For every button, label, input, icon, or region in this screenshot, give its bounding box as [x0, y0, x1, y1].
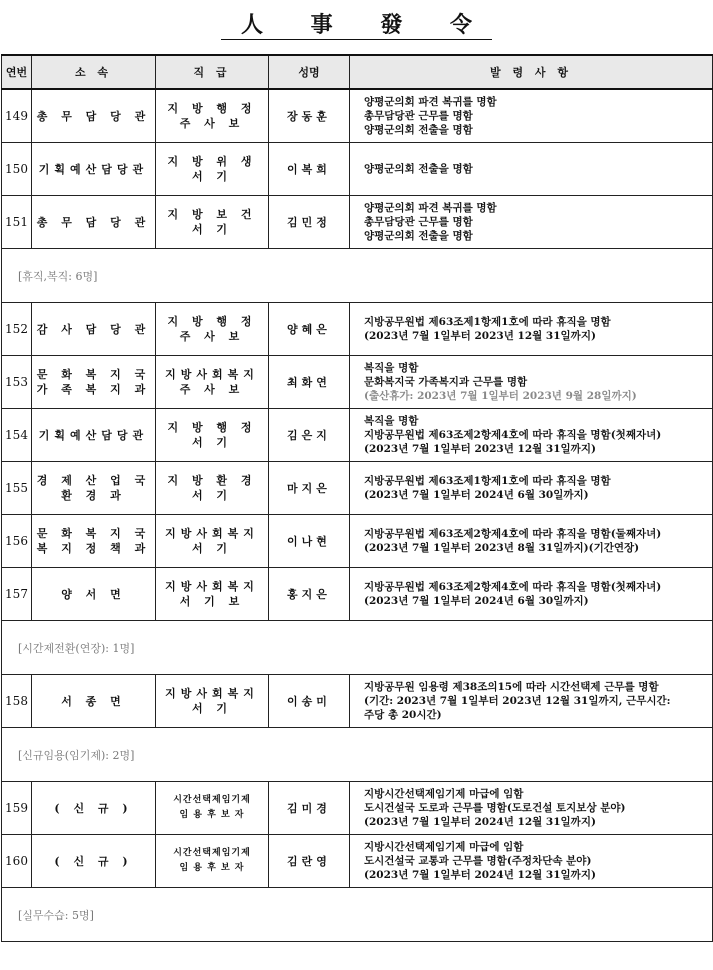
row-grade — [156, 515, 269, 568]
section-row-newhire — [2, 728, 713, 782]
row-detail — [350, 409, 713, 462]
cell-line: 지방시간선택제임기제 마급에 임함 — [364, 788, 524, 800]
cell-line: 도시건설국 도로과 근무를 명함(도로건설 토지보상 분야) — [364, 802, 626, 814]
cell-line: 임 용 후 보 자 — [179, 810, 245, 820]
table-row — [2, 462, 713, 515]
personnel-table — [1, 54, 713, 942]
header-no: 연번 — [2, 55, 32, 89]
cell-line: 서 기 — [191, 489, 233, 502]
table-header-row — [2, 55, 713, 89]
cell-line: 가 족 복 지 과 — [36, 383, 151, 396]
cell-line: 환 경 과 — [61, 489, 126, 502]
row-department — [32, 675, 156, 728]
cell-line: (2023년 7월 1일부터 2024년 12월 31일까지) — [364, 869, 596, 881]
cell-line: 주당 총 20시간) — [364, 709, 442, 721]
cell-line: 서 기 — [191, 542, 233, 555]
cell-line: 양평군의회 전출을 명함 — [364, 124, 473, 136]
cell-line: 지 방 보 건 — [167, 208, 257, 221]
row-grade — [156, 196, 269, 249]
row-detail — [350, 143, 713, 196]
row-department — [32, 89, 156, 143]
row-name: 김민정 — [269, 196, 350, 249]
cell-line: 서 기 — [191, 436, 233, 449]
row-number: 158 — [2, 675, 32, 728]
cell-line: 양평군의회 파견 복귀를 명함 — [364, 96, 497, 108]
row-grade — [156, 89, 269, 143]
cell-line: 복직을 명함 — [364, 415, 419, 427]
cell-line: 양평군의회 파견 복귀를 명함 — [364, 202, 497, 214]
table-row — [2, 568, 713, 621]
cell-line: 경 제 산 업 국 — [36, 474, 151, 487]
row-number: 157 — [2, 568, 32, 621]
cell-line: 문 화 복 지 국 — [36, 527, 151, 540]
row-grade — [156, 462, 269, 515]
row-number: 149 — [2, 89, 32, 143]
table-row — [2, 303, 713, 356]
row-number: 159 — [2, 782, 32, 835]
cell-line: (2023년 7월 1일부터 2023년 8월 31일까지)(기간연장) — [364, 542, 640, 554]
header-dept: 소 속 — [32, 55, 156, 89]
row-detail — [350, 515, 713, 568]
table-row — [2, 515, 713, 568]
cell-line-muted: (출산휴가: 2023년 7월 1일부터 2023년 9월 28일까지) — [364, 390, 637, 402]
cell-line: 서 기 — [191, 702, 233, 715]
cell-line: 주 사 보 — [179, 117, 245, 130]
cell-line: 지방공무원법 제63조제1항제1호에 따라 휴직을 명함 — [364, 475, 611, 487]
cell-line: 복 지 정 책 과 — [36, 542, 151, 555]
cell-line: 지방공무원법 제63조제2항제4호에 따라 휴직을 명함(둘째자녀) — [364, 528, 662, 540]
cell-line: 지 방 행 정 — [167, 315, 257, 328]
table-row — [2, 143, 713, 196]
cell-line: 시간선택제임기제 — [173, 795, 251, 805]
table-row — [2, 89, 713, 143]
cell-line: 지 방 환 경 — [167, 474, 257, 487]
cell-line: 지방공무원법 제63조제2항제4호에 따라 휴직을 명함(첫째자녀) — [364, 429, 662, 441]
cell-line: 복직을 명함 — [364, 362, 419, 374]
section-row-training — [2, 888, 713, 942]
header-detail: 발 령 사 항 — [350, 55, 713, 89]
table-row — [2, 835, 713, 888]
section-row-parttime — [2, 621, 713, 675]
row-detail — [350, 782, 713, 835]
section-label: [휴직,복직: 6명] — [2, 249, 713, 303]
row-detail — [350, 89, 713, 143]
cell-line: (2023년 7월 1일부터 2023년 12월 31일까지) — [364, 443, 596, 455]
row-detail — [350, 835, 713, 888]
cell-line: (기간: 2023년 7월 1일부터 2023년 12월 31일까지, 근무시간: — [364, 695, 671, 707]
row-number: 152 — [2, 303, 32, 356]
row-department — [32, 409, 156, 462]
cell-line: 지방사회복지 — [165, 580, 259, 593]
row-department — [32, 515, 156, 568]
table-row — [2, 782, 713, 835]
table-body — [2, 89, 713, 942]
cell-line: 총 무 담 당 관 — [36, 109, 151, 123]
row-name: 이복희 — [269, 143, 350, 196]
cell-line: (2023년 7월 1일부터 2024년 12월 31일까지) — [364, 816, 596, 828]
row-number: 154 — [2, 409, 32, 462]
row-grade — [156, 782, 269, 835]
cell-line: 문 화 복 지 국 — [36, 368, 151, 381]
row-grade — [156, 409, 269, 462]
section-label: [신규임용(임기제): 2명] — [2, 728, 713, 782]
table-row — [2, 196, 713, 249]
cell-line: (2023년 7월 1일부터 2024년 6월 30일까지) — [364, 595, 589, 607]
row-grade — [156, 143, 269, 196]
cell-line: 양 서 면 — [61, 587, 126, 601]
row-number: 160 — [2, 835, 32, 888]
row-department — [32, 303, 156, 356]
row-name: 마지은 — [269, 462, 350, 515]
row-name: 김미경 — [269, 782, 350, 835]
cell-line: 시간선택제임기제 — [173, 848, 251, 858]
table-row — [2, 409, 713, 462]
cell-line: 양평군의회 전출을 명함 — [364, 163, 473, 175]
row-detail — [350, 568, 713, 621]
cell-line: 서 기 — [191, 170, 233, 183]
cell-line: 총무담당관 근무를 명함 — [364, 216, 473, 228]
cell-line: 서 종 면 — [61, 694, 126, 708]
row-number: 151 — [2, 196, 32, 249]
cell-line: 지방사회복지 — [165, 527, 259, 540]
cell-line: 양평군의회 전출을 명함 — [364, 230, 473, 242]
row-grade — [156, 835, 269, 888]
cell-line: 임 용 후 보 자 — [179, 863, 245, 873]
table-row — [2, 675, 713, 728]
row-department — [32, 835, 156, 888]
row-name: 이나현 — [269, 515, 350, 568]
row-department — [32, 568, 156, 621]
cell-line: 지방사회복지 — [165, 368, 259, 381]
row-department — [32, 782, 156, 835]
cell-line: 지방공무원법 제63조제1항제1호에 따라 휴직을 명함 — [364, 316, 611, 328]
cell-line: 지방시간선택제임기제 마급에 임함 — [364, 841, 524, 853]
cell-line: 지 방 행 정 — [167, 421, 257, 434]
cell-line: (2023년 7월 1일부터 2024년 6월 30일까지) — [364, 489, 589, 501]
row-department — [32, 143, 156, 196]
row-grade — [156, 356, 269, 409]
cell-line: 문화복지국 가족복지과 근무를 명함 — [364, 376, 528, 388]
section-row-leave — [2, 249, 713, 303]
section-label: [실무수습: 5명] — [2, 888, 713, 942]
row-name: 김란영 — [269, 835, 350, 888]
row-name: 홍지은 — [269, 568, 350, 621]
row-name: 최화연 — [269, 356, 350, 409]
cell-line: 도시건설국 교통과 근무를 명함(주정차단속 분야) — [364, 855, 592, 867]
cell-line: ( 신 규 ) — [54, 801, 133, 815]
row-detail — [350, 196, 713, 249]
header-grade: 직 급 — [156, 55, 269, 89]
table-row — [2, 356, 713, 409]
row-detail — [350, 462, 713, 515]
cell-line: 지방공무원 임용령 제38조의15에 따라 시간선택제 근무를 명함 — [364, 681, 659, 693]
row-number: 150 — [2, 143, 32, 196]
cell-line: ( 신 규 ) — [54, 854, 133, 868]
row-name: 장동훈 — [269, 89, 350, 143]
cell-line: 지방공무원법 제63조제2항제4호에 따라 휴직을 명함(첫째자녀) — [364, 581, 662, 593]
cell-line: 지 방 위 생 — [167, 155, 257, 168]
row-department — [32, 462, 156, 515]
row-name: 양혜은 — [269, 303, 350, 356]
cell-line: 서 기 보 — [179, 595, 245, 608]
document-title-text: 人 事 發 令 — [221, 12, 492, 40]
row-department — [32, 196, 156, 249]
row-name: 김은지 — [269, 409, 350, 462]
cell-line: 주 사 보 — [179, 383, 245, 396]
cell-line: (2023년 7월 1일부터 2023년 12월 31일까지) — [364, 330, 596, 342]
row-grade — [156, 303, 269, 356]
section-label: [시간제전환(연장): 1명] — [2, 621, 713, 675]
row-number: 153 — [2, 356, 32, 409]
row-department — [32, 356, 156, 409]
row-name: 이송미 — [269, 675, 350, 728]
row-grade — [156, 675, 269, 728]
cell-line: 총무담당관 근무를 명함 — [364, 110, 473, 122]
cell-line: 기획예산담당관 — [38, 162, 149, 176]
row-number: 156 — [2, 515, 32, 568]
row-number: 155 — [2, 462, 32, 515]
header-name: 성명 — [269, 55, 350, 89]
cell-line: 총 무 담 당 관 — [36, 215, 151, 229]
cell-line: 감 사 담 당 관 — [36, 322, 151, 336]
row-detail — [350, 303, 713, 356]
row-detail — [350, 675, 713, 728]
row-detail — [350, 356, 713, 409]
cell-line: 서 기 — [191, 223, 233, 236]
cell-line: 주 사 보 — [179, 330, 245, 343]
cell-line: 기획예산담당관 — [38, 428, 149, 442]
cell-line: 지방사회복지 — [165, 687, 259, 700]
document-title — [0, 8, 713, 39]
row-grade — [156, 568, 269, 621]
cell-line: 지 방 행 정 — [167, 102, 257, 115]
